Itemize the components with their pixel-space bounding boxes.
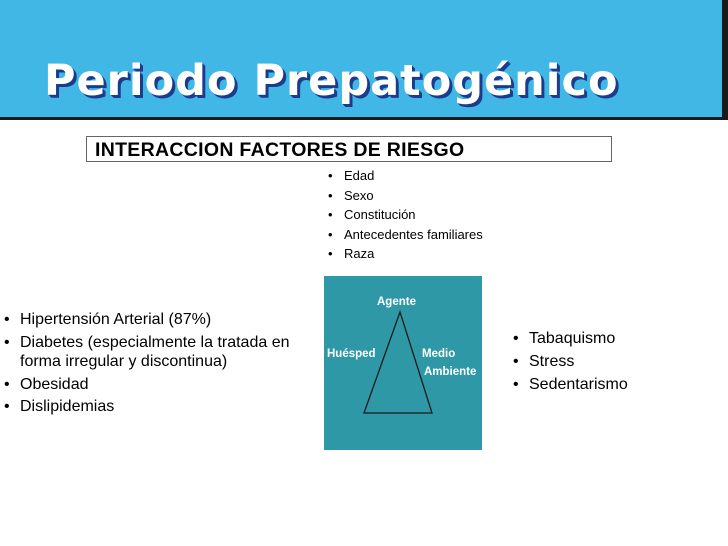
list-item: • Edad	[328, 168, 483, 188]
triad-label-environment-1: Medio	[422, 348, 456, 360]
list-item: • Antecedentes familiares	[328, 227, 483, 247]
disease-factors-list	[4, 310, 330, 420]
list-item: • Obesidad	[4, 375, 330, 395]
slide-title: Periodo Prepatogénico	[44, 56, 619, 106]
list-item: • Dislipidemias	[4, 397, 330, 417]
banner-divider	[0, 117, 728, 120]
triad-label-host: Huésped	[327, 348, 376, 360]
epidemiological-triad-diagram	[324, 276, 482, 450]
list-item: • Raza	[328, 246, 483, 266]
list-item: • Stress	[513, 352, 628, 372]
subtitle-box	[86, 136, 612, 162]
list-item: • Diabetes (especialmente la tratada en forma irregular y discontinua)	[4, 333, 330, 372]
host-factors-list	[328, 168, 483, 266]
list-item: • Sexo	[328, 188, 483, 208]
list-item: • Constitución	[328, 207, 483, 227]
triad-label-agent: Agente	[377, 296, 416, 308]
list-item: • Tabaquismo	[513, 329, 628, 349]
list-item: • Sedentarismo	[513, 375, 628, 395]
triad-label-environment-2: Ambiente	[424, 366, 477, 378]
list-item: • Hipertensión Arterial (87%)	[4, 310, 330, 330]
subtitle-text: INTERACCION FACTORES DE RIESGO	[95, 139, 465, 161]
lifestyle-factors-list	[513, 329, 628, 398]
banner-edge	[722, 0, 728, 120]
